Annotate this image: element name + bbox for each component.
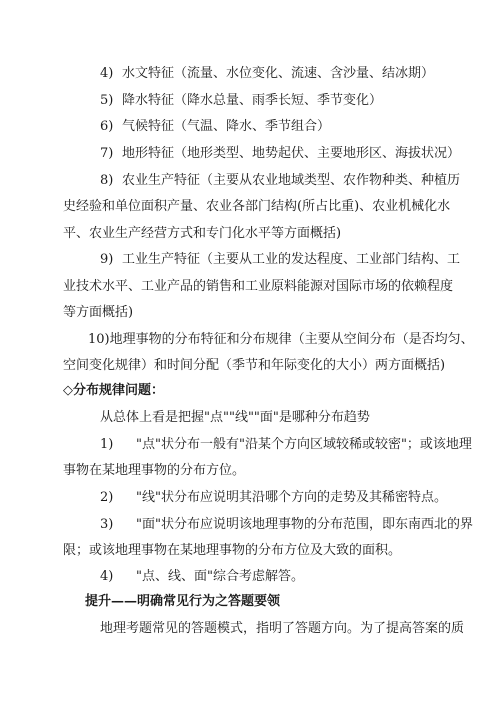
item-text: 气候特征（气温、降水、季节组合）: [122, 119, 331, 134]
item-text: "线"状分布应说明其沿哪个方向的走势及其稀密特点。: [136, 490, 447, 505]
item-number: 4): [100, 66, 114, 81]
item-text: 水文特征（流量、水位变化、流速、含沙量、结冰期）: [122, 66, 435, 81]
list-item: [100, 145, 460, 163]
item-continuation: 等方面概括): [63, 305, 134, 320]
item-text: "点"状分布一般有"沿某个方向区域较稀或较密"；或该地理: [136, 437, 472, 452]
list-item: [100, 568, 304, 586]
item-continuation: 平、农业生产经营方式和专门化水平等方面概括): [63, 226, 342, 241]
item-continuation: 空间变化规律）和时间分配（季节和年际变化的大小）两方面概括): [63, 358, 446, 373]
item-continuation: 业技术水平、工业产品的销售和工业原料能源对国际市场的依赖程度: [63, 279, 454, 294]
intro-text: 从总体上看是把握"点""线""面"是哪种分布趋势: [100, 410, 370, 425]
list-item: [100, 65, 434, 83]
item-text: 降水特征（降水总量、雨季长短、季节变化）: [122, 93, 383, 108]
list-item: 10)地理事物的分布特征和分布规律（主要从空间分布（是否均匀、: [88, 332, 474, 347]
item-continuation: 限；或该地理事物在某地理事物的分布方位及大致的面积。: [63, 543, 402, 558]
item-continuation: 史经验和单位面积产量、农业各部门结构(所占比重)、农业机械化水: [63, 199, 451, 214]
item-number: 9): [100, 252, 114, 267]
paragraph-text: 地理考题常见的答题模式，指明了答题方向。为了提高答案的质: [100, 621, 465, 636]
item-number: 2): [100, 490, 114, 505]
list-item: [100, 489, 447, 507]
list-item: [100, 92, 382, 110]
item-number: 5): [100, 93, 114, 108]
item-text: 地形特征（地形类型、地势起伏、主要地形区、海拔状况）: [122, 146, 461, 161]
item-text: 农业生产特征（主要从农业地域类型、农作物种类、种植历: [122, 173, 461, 188]
list-item: [100, 436, 472, 454]
section-heading: 提升——明确常见行为之答题要领: [85, 594, 281, 609]
item-number: 6): [100, 119, 114, 134]
item-number: 4): [100, 569, 114, 584]
item-number: 1): [100, 437, 114, 452]
list-item: [100, 251, 460, 269]
item-number: 3): [100, 517, 114, 532]
list-item: [100, 516, 473, 534]
item-text: "点、线、面"综合考虑解答。: [136, 569, 304, 584]
item-number: 7): [100, 146, 114, 161]
item-number: 8): [100, 173, 114, 188]
section-heading: ◇分布规律问题：: [63, 383, 164, 398]
list-item: [100, 118, 330, 136]
list-item: [100, 172, 460, 190]
item-text: 工业生产特征（主要从工业的发达程度、工业部门结构、工: [122, 252, 461, 267]
item-continuation: 事物在某地理事物的分布方位。: [63, 463, 246, 478]
item-text: "面"状分布应说明该地理事物的分布范围，即东南西北的界: [136, 517, 473, 532]
